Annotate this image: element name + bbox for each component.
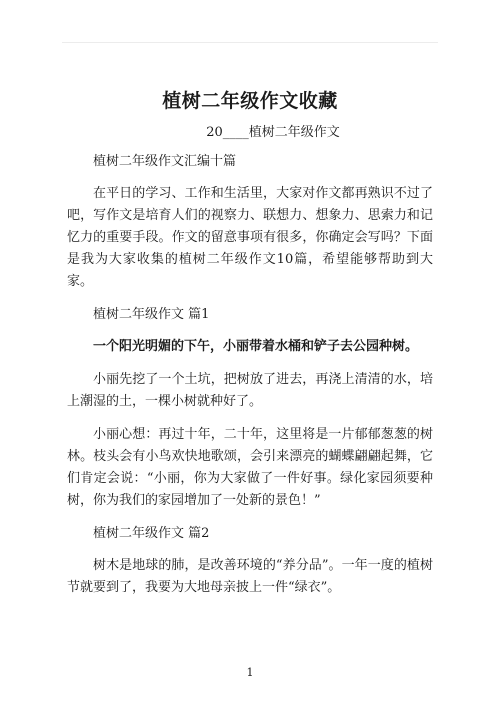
section-1-lead: 一个阳光明媚的下午，小丽带着水桶和铲子去公园种树。 — [93, 339, 419, 354]
section-1-paragraph-3: 小丽心想：再过十年，二十年，这里将是一片郁郁葱葱的树林。枝头会有小鸟欢快地歌颂，会引来漂亮的蝴蝶翩翩起舞，它们肯定会说：“小丽，你为大家做了一件好事。绿化家园须要种树，你为我们的家园增加了一处新的景色！” — [67, 427, 433, 508]
header-rule — [62, 42, 438, 43]
section-2-paragraph-1: 树木是地球的肺，是改善环境的“养分品”。一年一度的植树节就要到了，我要为大地母亲披上一件“绿衣”。 — [67, 558, 433, 595]
section-1-paragraph-2: 小丽先挖了一个土坑，把树放了进去，再浇上清清的水，培上潮湿的土，一棵小树就种好了。 — [67, 372, 433, 409]
collection-heading: 植树二年级作文汇编十篇 — [93, 154, 237, 169]
document-subtitle: 20____植树二年级作文 — [206, 125, 340, 140]
intro-paragraph: 在平日的学习、工作和生活里，大家对作文都再熟识不过了吧，写作文是培育人们的视察力、联想力、想象力、思索力和记忆力的重要手段。作文的留意事项有很多，你确定会写吗？下面是我为大家收集的植树二年级作文10篇，希望能够帮助到大家。 — [67, 186, 433, 289]
page-number: 1 — [246, 666, 254, 679]
section-heading-2: 植树二年级作文 篇2 — [93, 526, 210, 541]
document-title: 植树二年级作文收藏 — [162, 90, 338, 112]
document-body — [67, 151, 433, 610]
section-heading-1: 植树二年级作文 篇1 — [93, 307, 210, 322]
